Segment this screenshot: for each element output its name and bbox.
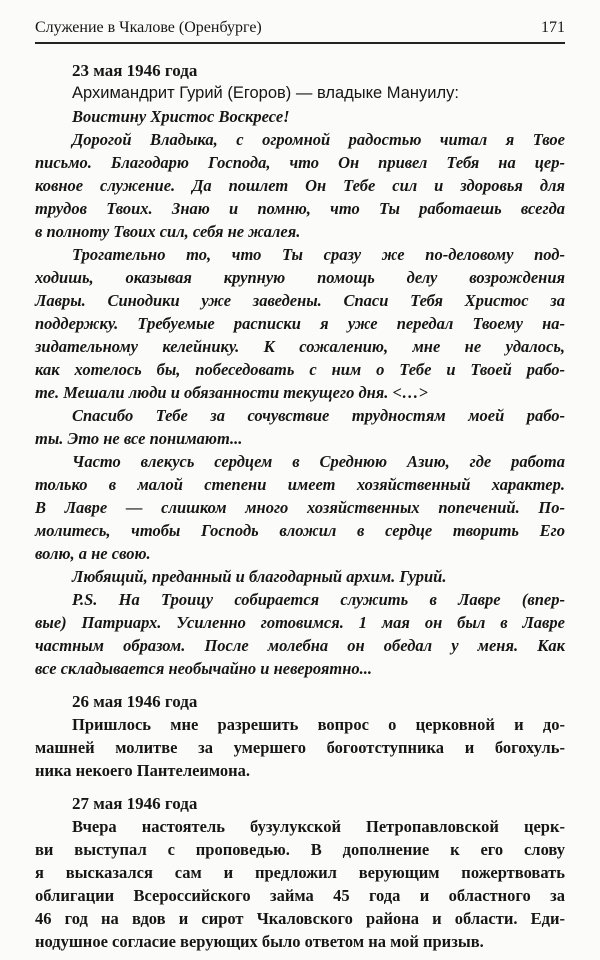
text-line: только в малой степени имеет хозяйственный характер.: [35, 475, 565, 494]
page-header: [35, 18, 565, 44]
text-line: молитесь, чтобы Господь вложил в сердце творить Его: [35, 521, 565, 540]
text-line: машней молитве за умершего богоотступника и богохуль-: [35, 738, 565, 757]
text-line: ника некоего Пантелеимона.: [35, 761, 251, 780]
text-line: частным образом. После молебна он обедал у меня. Как: [35, 636, 565, 655]
text-line: 46 год на вдов и сирот Чкаловского района и области. Еди-: [35, 909, 565, 928]
text-line: ковное служение. Да пошлет Он Тебе сил и здоровья для: [35, 176, 565, 195]
text-line: Лавры. Синодики уже заведены. Спаси Тебя Христос за: [35, 291, 565, 310]
text-line: ви выступал с проповедью. В дополнение к его слову: [35, 840, 565, 859]
text-line: ходишь, оказывая крупную помощь делу возрождения: [35, 268, 565, 287]
diary-entry: [35, 59, 565, 680]
text-line: в полноту Твоих сил, себя не жалея.: [35, 222, 301, 241]
entry-date-heading: 26 мая 1946 года: [72, 692, 198, 711]
diary-entry: [35, 792, 565, 953]
letter-paragraph: [35, 243, 565, 404]
text-line: P.S. На Троицу собирается служить в Лавре (впер-: [72, 590, 565, 609]
text-line: зидательному келейнику. К сожалению, мне не удалось,: [35, 337, 565, 356]
diary-paragraph: [35, 713, 565, 782]
diary-entry: [35, 690, 565, 782]
running-title: Служение в Чкалове (Оренбурге): [35, 19, 262, 36]
text-line: как хотелось бы, побеседовать с ним о Тебе и Твоей рабо-: [35, 360, 565, 379]
letter-paragraph: [35, 588, 565, 680]
entry-attribution: Архимандрит Гурий (Егоров) — владыке Мануилу:: [72, 84, 459, 102]
page-number: 171: [541, 19, 565, 36]
letter-paragraph: [35, 450, 565, 565]
letter-paragraph: [35, 128, 565, 243]
text-line: волю, а не свою.: [35, 544, 151, 563]
letter-paragraph: [35, 105, 565, 128]
text-line: письмо. Благодарю Господа, что Он привел Тебя на цер-: [35, 153, 565, 172]
letter-paragraph: [35, 404, 565, 450]
text-line: те. Мешали люди и обязанности текущего дня. <…>: [35, 383, 428, 402]
text-line: все складывается необычайно и невероятно...: [35, 659, 372, 678]
text-line: нодушное согласие верующих было ответом на мой призыв.: [35, 932, 484, 951]
text-line: Дорогой Владыка, с огромной радостью читал я Твое: [72, 130, 565, 149]
text-line: вые) Патриарх. Усиленно готовимся. 1 мая он был в Лавре: [35, 613, 565, 632]
entry-date-heading: 23 мая 1946 года: [72, 61, 198, 80]
text-line: ты. Это не все понимают...: [35, 429, 243, 448]
diary-paragraph: [35, 815, 565, 953]
text-line: Пришлось мне разрешить вопрос о церковной и до-: [72, 715, 565, 734]
text-line: облигации Всероссийского займа 45 года и областного за: [35, 886, 565, 905]
text-line: Воистину Христос Воскресе!: [72, 107, 290, 126]
text-line: Часто влекусь сердцем в Среднюю Азию, где работа: [72, 452, 565, 471]
text-line: трудов Твоих. Знаю и помню, что Ты работаешь всегда: [35, 199, 565, 218]
entry-date-heading: 27 мая 1946 года: [72, 794, 198, 813]
text-line: В Лавре — слишком много хозяйственных попечений. По-: [35, 498, 565, 517]
text-line: Вчера настоятель бузулукской Петропавловской церк-: [72, 817, 565, 836]
letter-paragraph: [35, 565, 565, 588]
text-line: поддержку. Требуемые расписки я уже передал Твоему на-: [35, 314, 565, 333]
text-line: Трогательно то, что Ты сразу же по-деловому под-: [72, 245, 565, 264]
text-line: Спасибо Тебе за сочувствие трудностям моей рабо-: [72, 406, 565, 425]
text-line: я высказался сам и предложил верующим пожертвовать: [35, 863, 565, 882]
text-line: Любящий, преданный и благодарный архим. Гурий.: [72, 567, 447, 586]
page-content: [35, 44, 565, 953]
